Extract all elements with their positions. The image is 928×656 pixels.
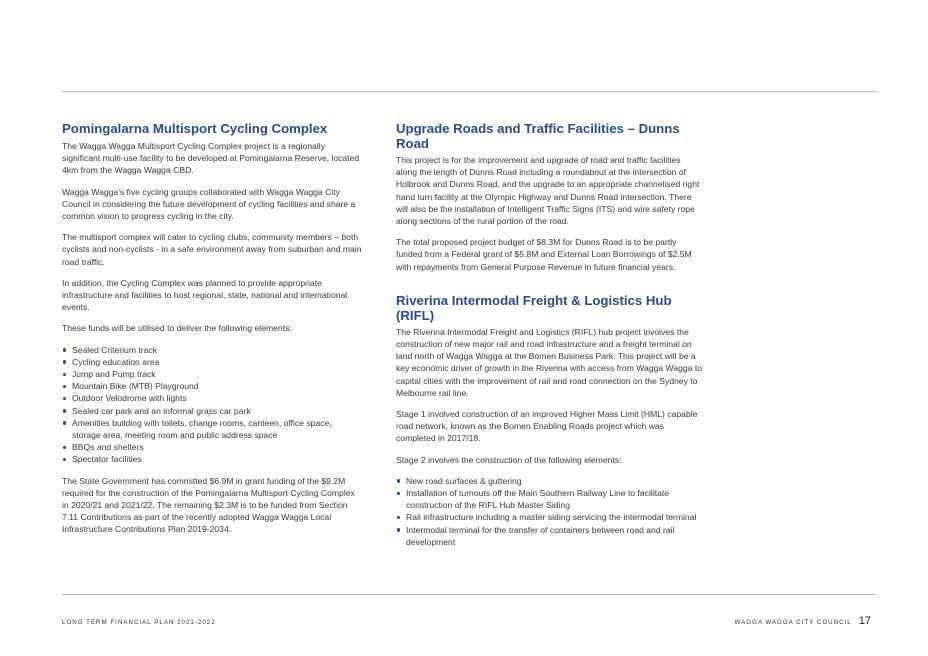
section-title-dunns-road: Upgrade Roads and Traffic Facilities – Dunns Road <box>396 121 680 151</box>
paragraph: Stage 2 involves the construction of the following elements: <box>396 454 622 465</box>
paragraph: Stage 1 involved construction of an improved Higher Mass Limit (HML) capable road network, known as the Bomen Enabling Roads project which was completed in 2017/18. <box>396 409 698 444</box>
rifl-elements-list <box>396 475 702 548</box>
list-item: Cycling education area <box>62 356 362 368</box>
section-title-pomingalarna: Pomingalarna Multisport Cycling Complex <box>62 121 328 136</box>
list-item: Intermodal terminal for the transfer of containers between road and rail development <box>396 524 702 548</box>
list-item: Spectator facilities <box>62 453 362 465</box>
paragraph: This project is for the improvement and upgrade of road and traffic facilities along the length of Dunns Road including a roundabout at the intersection of Holbrook and Dunns Road, and the upgrade to an appropriate channelised right hand turn facility at the Olympic Highway and Dunns Road intersection. There will also be the installation of Intelligent Traffic Signs (ITS) and wire safety rope along sections of the rural portion of the road. <box>396 155 700 227</box>
list-item: Amenities building with toilets, change rooms, canteen, office space, storage area, meeting room and public address space <box>62 417 362 441</box>
paragraph: In addition, the Cycling Complex was planned to provide appropriate infrastructure and facilities to host regional, state, national and international events. <box>62 277 348 313</box>
section-title-rifl: Riverina Intermodal Freight & Logistics Hub (RIFL) <box>396 292 672 323</box>
paragraph: The Wagga Wagga Multisport Cycling Complex project is a regionally significant multi-use facility to be developed at Pomingalarna Reserve, located 4km from the Wagga Wagga CBD. <box>62 141 360 176</box>
paragraph: The multisport complex will cater to cycling clubs, community members – both cyclists and non-cyclists - in a safe environment away from suburban and main road traffic. <box>62 232 362 267</box>
list-item: BBQs and shelters <box>62 441 362 453</box>
footer-document-title: LONG TERM FINANCIAL PLAN 2021-2022 <box>62 619 216 626</box>
paragraph: The State Government has committed $6.9M in grant funding of the $9.2M required for the construction of the Pomingalarna Multisport Cycling Complex in 2020/21 and 2021/22. The remaining $2.3M is to be funded from Section 7.11 Contributions as part of the recently adopted Wagga Wagga Local Infrastructure Contributions Plan 2019-2034. <box>62 475 355 535</box>
list-item: Mountain Bike (MTB) Playground <box>62 380 362 392</box>
header-divider <box>62 91 876 92</box>
list-item: Sealed car park and an informal grass car park <box>62 405 362 417</box>
paragraph: The Riverina Intermodal Freight and Logistics (RIFL) hub project involves the construction of new major rail and road infrastructure and a freight terminal on land north of Wagga Wagga at the Bomen Business Park. This project will be a key economic driver of growth in the Riverina with access from Wagga Wagga to capital cities with the improvement of rail and road connection on the Sydney to Melbourne rail line. <box>396 326 703 398</box>
paragraph: These funds will be utilised to deliver the following elements: <box>62 323 292 334</box>
page-number: 17 <box>858 615 871 627</box>
left-column <box>62 121 362 545</box>
paragraph: The total proposed project budget of $8.3M for Dunns Road is to be partly funded from a Federal grant of $5.8M and External Loan Borrowings of $2.5M with repayments from General Purpose Revenue in future financial years. <box>396 237 692 272</box>
list-item: Rail infrastructure including a master siding servicing the intermodal terminal <box>396 511 702 523</box>
list-item: Jump and Pump track <box>62 368 362 380</box>
cycling-elements-list <box>62 344 362 466</box>
list-item: Outdoor Velodrome with lights <box>62 392 362 404</box>
footer-right <box>734 615 871 627</box>
paragraph: Wagga Wagga's five cycling groups collaborated with Wagga Wagga City Council in considering the future development of cycling facilities and share a common vision to progress cycling in the city. <box>62 186 356 222</box>
list-item: Sealed Criterium track <box>62 344 362 356</box>
list-item: Installation of turnouts off the Main Southern Railway Line to facilitate construction of the RIFL Hub Master Siding <box>396 487 702 511</box>
right-column <box>396 121 702 557</box>
footer-council-name: WAGGA WAGGA CITY COUNCIL <box>734 619 852 626</box>
list-item: New road surfaces & guttering <box>396 475 702 487</box>
footer-divider <box>62 594 876 595</box>
